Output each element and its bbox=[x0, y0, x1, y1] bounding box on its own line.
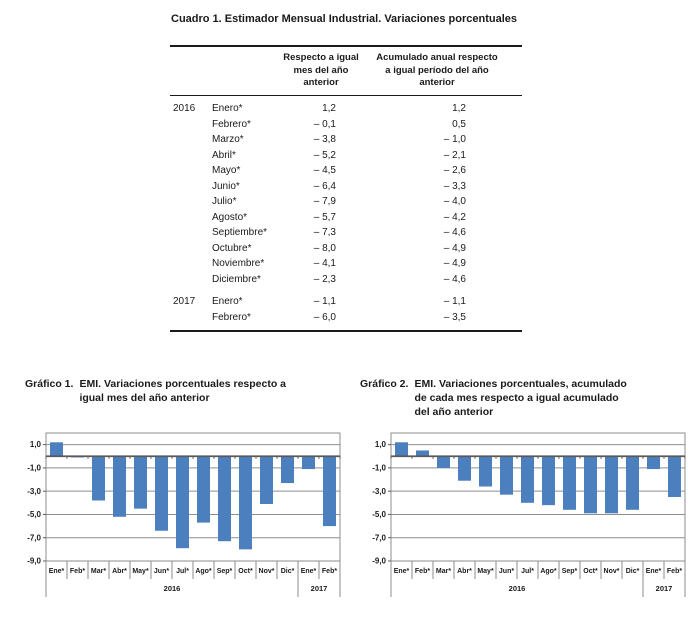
monthly-value-cell: – 5,2 bbox=[313, 149, 336, 161]
bar bbox=[176, 456, 189, 548]
grafico-2-title bbox=[360, 377, 662, 419]
accumulated-value-cell: – 1,0 bbox=[443, 134, 466, 145]
bar bbox=[134, 456, 147, 508]
bar bbox=[281, 456, 294, 483]
grafico-1-chart bbox=[20, 424, 342, 602]
year-cell bbox=[170, 210, 212, 226]
accumulated-value-cell: 0,5 bbox=[452, 118, 466, 130]
column-header-monthly: Respecto a igual mes del año anterior bbox=[283, 52, 359, 88]
x-axis-label: Ene* bbox=[393, 568, 410, 575]
month-cell: Agosto* bbox=[212, 211, 248, 223]
x-axis-label: May* bbox=[477, 568, 494, 575]
x-axis-label: Mar* bbox=[435, 568, 452, 575]
year-cell bbox=[170, 179, 212, 195]
table-row bbox=[170, 294, 522, 310]
bar bbox=[563, 456, 576, 510]
y-axis-label: -5,0 bbox=[372, 510, 386, 520]
column-header-accumulated: Acumulado anual respecto a igual período del año anterior bbox=[376, 52, 498, 88]
bar bbox=[155, 456, 168, 530]
x-axis-label: Dic* bbox=[280, 568, 295, 575]
x-axis-label: Abr* bbox=[112, 568, 127, 575]
month-cell: Enero* bbox=[212, 103, 243, 114]
emi-table bbox=[170, 45, 522, 332]
monthly-value-cell: 1,2 bbox=[322, 103, 336, 114]
y-axis-label: -7,0 bbox=[27, 533, 41, 543]
accumulated-value-cell: – 3,3 bbox=[443, 180, 466, 192]
monthly-value-cell: – 6,0 bbox=[313, 311, 336, 323]
x-axis-label: Mar* bbox=[90, 568, 107, 575]
bar bbox=[479, 456, 492, 486]
month-cell: Marzo* bbox=[212, 134, 244, 145]
year-group bbox=[170, 294, 522, 325]
table-row bbox=[170, 225, 522, 241]
y-axis-label: -7,0 bbox=[372, 533, 386, 543]
grafico-2-title-label: Gráfico 2. bbox=[360, 378, 409, 390]
table-row bbox=[170, 117, 522, 133]
plot-border bbox=[46, 433, 340, 561]
x-axis-label: Abr* bbox=[457, 568, 472, 575]
y-axis-label: -1,0 bbox=[372, 463, 386, 473]
year-cell: 2017 bbox=[173, 296, 196, 307]
bar bbox=[302, 456, 315, 469]
grafico-2-chart bbox=[365, 424, 687, 602]
accumulated-value-cell: – 3,5 bbox=[443, 311, 466, 323]
x-axis-label: Nov* bbox=[258, 568, 275, 575]
table-row bbox=[170, 132, 522, 148]
table-header bbox=[170, 45, 522, 96]
x-axis-label: Ago* bbox=[540, 568, 557, 575]
accumulated-value-cell: – 4,9 bbox=[443, 258, 466, 269]
y-axis-label: -3,0 bbox=[372, 486, 386, 496]
accumulated-value-cell: – 4,6 bbox=[443, 273, 466, 285]
bar bbox=[521, 456, 534, 503]
year-label: 2017 bbox=[655, 584, 673, 593]
year-cell bbox=[170, 117, 212, 133]
accumulated-value-cell: 1,2 bbox=[452, 103, 466, 114]
x-axis-label: Dic* bbox=[625, 568, 640, 575]
x-axis-label: Jul* bbox=[176, 568, 189, 575]
month-cell: Junio* bbox=[212, 180, 240, 192]
y-axis-label: -5,0 bbox=[27, 510, 41, 520]
x-axis-label: Jun* bbox=[498, 568, 515, 575]
month-cell: Mayo* bbox=[212, 165, 241, 176]
bar-chart-svg bbox=[365, 424, 687, 602]
year-group bbox=[170, 101, 522, 287]
year-cell bbox=[170, 163, 212, 179]
x-axis-label: Feb* bbox=[69, 568, 86, 575]
year-cell: 2016 bbox=[173, 103, 196, 114]
x-axis-label: Ene* bbox=[48, 568, 65, 575]
table-row bbox=[170, 210, 522, 226]
monthly-value-cell: – 0,1 bbox=[313, 118, 336, 130]
table-row bbox=[170, 256, 522, 272]
bar bbox=[50, 442, 63, 456]
accumulated-value-cell: – 2,6 bbox=[443, 165, 466, 176]
monthly-value-cell: – 7,3 bbox=[313, 227, 336, 238]
year-label: 2017 bbox=[310, 584, 328, 593]
monthly-value-cell: – 4,5 bbox=[313, 165, 336, 176]
y-axis-label: 1,0 bbox=[374, 440, 386, 450]
y-axis-label: -9,0 bbox=[27, 556, 41, 566]
bar bbox=[542, 456, 555, 505]
grafico-2-title-text: EMI. Variaciones porcentuales, acumulado de cada mes respecto a igual acumulado del año anterior bbox=[414, 378, 627, 418]
x-axis-label: Feb* bbox=[414, 568, 431, 575]
accumulated-value-cell: – 4,6 bbox=[443, 227, 466, 238]
table-row bbox=[170, 272, 522, 288]
bar bbox=[605, 456, 618, 513]
bar bbox=[113, 456, 126, 517]
x-axis-label: Ene* bbox=[645, 568, 662, 575]
table-row bbox=[170, 194, 522, 210]
month-cell: Septiembre* bbox=[212, 227, 268, 238]
x-axis-label: Sep* bbox=[561, 568, 578, 575]
monthly-value-cell: – 4,1 bbox=[313, 258, 336, 269]
monthly-value-cell: – 3,8 bbox=[313, 134, 336, 145]
accumulated-value-cell: – 2,1 bbox=[443, 149, 466, 161]
bar bbox=[437, 456, 450, 468]
monthly-value-cell: – 6,4 bbox=[313, 180, 336, 192]
grafico-1-title bbox=[25, 377, 327, 405]
x-axis-label: Feb* bbox=[666, 568, 683, 575]
x-axis-label: Ene* bbox=[300, 568, 317, 575]
year-cell bbox=[170, 310, 212, 326]
month-cell: Julio* bbox=[212, 196, 237, 207]
month-cell: Abril* bbox=[212, 149, 236, 161]
x-axis-label: May* bbox=[132, 568, 149, 575]
table-row bbox=[170, 310, 522, 326]
year-cell bbox=[170, 241, 212, 257]
grafico-1-title-label: Gráfico 1. bbox=[25, 378, 74, 390]
year-cell bbox=[170, 256, 212, 272]
x-axis-label: Nov* bbox=[603, 568, 620, 575]
accumulated-value-cell: – 4,9 bbox=[443, 242, 466, 254]
y-axis-label: -9,0 bbox=[372, 556, 386, 566]
bar bbox=[239, 456, 252, 549]
bar bbox=[260, 456, 273, 504]
year-label: 2016 bbox=[163, 584, 181, 593]
bar bbox=[668, 456, 681, 497]
month-cell: Febrero* bbox=[212, 311, 251, 323]
y-axis-label: -1,0 bbox=[27, 463, 41, 473]
bar bbox=[197, 456, 210, 522]
bar bbox=[647, 456, 660, 469]
monthly-value-cell: – 7,9 bbox=[313, 196, 336, 207]
table-body bbox=[170, 96, 522, 332]
year-cell bbox=[170, 148, 212, 164]
grafico-1-title-text: EMI. Variaciones porcentuales respecto a igual mes del año anterior bbox=[79, 378, 287, 404]
accumulated-value-cell: – 4,2 bbox=[443, 211, 466, 223]
table-title: Cuadro 1. Estimador Mensual Industrial. Variaciones porcentuales bbox=[171, 13, 517, 25]
bar bbox=[218, 456, 231, 541]
month-cell: Enero* bbox=[212, 296, 243, 307]
year-cell bbox=[170, 132, 212, 148]
monthly-value-cell: – 8,0 bbox=[313, 242, 336, 254]
monthly-value-cell: – 2,3 bbox=[313, 273, 336, 285]
x-axis-label: Jul* bbox=[521, 568, 534, 575]
month-cell: Octubre* bbox=[212, 242, 252, 254]
x-axis-label: Oct* bbox=[583, 568, 598, 575]
table-row bbox=[170, 163, 522, 179]
bar bbox=[500, 456, 513, 494]
x-axis-label: Feb* bbox=[321, 568, 338, 575]
x-axis-label: Oct* bbox=[238, 568, 253, 575]
accumulated-value-cell: – 4,0 bbox=[443, 196, 466, 207]
year-cell bbox=[170, 272, 212, 288]
bar bbox=[323, 456, 336, 526]
bar bbox=[626, 456, 639, 510]
bar bbox=[458, 456, 471, 480]
accumulated-value-cell: – 1,1 bbox=[443, 296, 466, 307]
month-cell: Febrero* bbox=[212, 118, 251, 130]
y-axis-label: -3,0 bbox=[27, 486, 41, 496]
x-axis-label: Ago* bbox=[195, 568, 212, 575]
plot-border bbox=[391, 433, 685, 561]
x-axis-label: Jun* bbox=[153, 568, 170, 575]
bar-chart-svg bbox=[20, 424, 342, 602]
y-axis-label: 1,0 bbox=[29, 440, 41, 450]
year-cell bbox=[170, 225, 212, 241]
monthly-value-cell: – 1,1 bbox=[313, 296, 336, 307]
month-cell: Diciembre* bbox=[212, 273, 261, 285]
year-label: 2016 bbox=[508, 584, 526, 593]
monthly-value-cell: – 5,7 bbox=[313, 211, 336, 223]
bar bbox=[395, 442, 408, 456]
month-cell: Noviembre* bbox=[212, 258, 265, 269]
year-cell bbox=[170, 194, 212, 210]
table-row bbox=[170, 148, 522, 164]
table-row bbox=[170, 179, 522, 195]
bar bbox=[92, 456, 105, 500]
table-row bbox=[170, 101, 522, 117]
table-row bbox=[170, 241, 522, 257]
x-axis-label: Sep* bbox=[216, 568, 233, 575]
bar bbox=[584, 456, 597, 513]
